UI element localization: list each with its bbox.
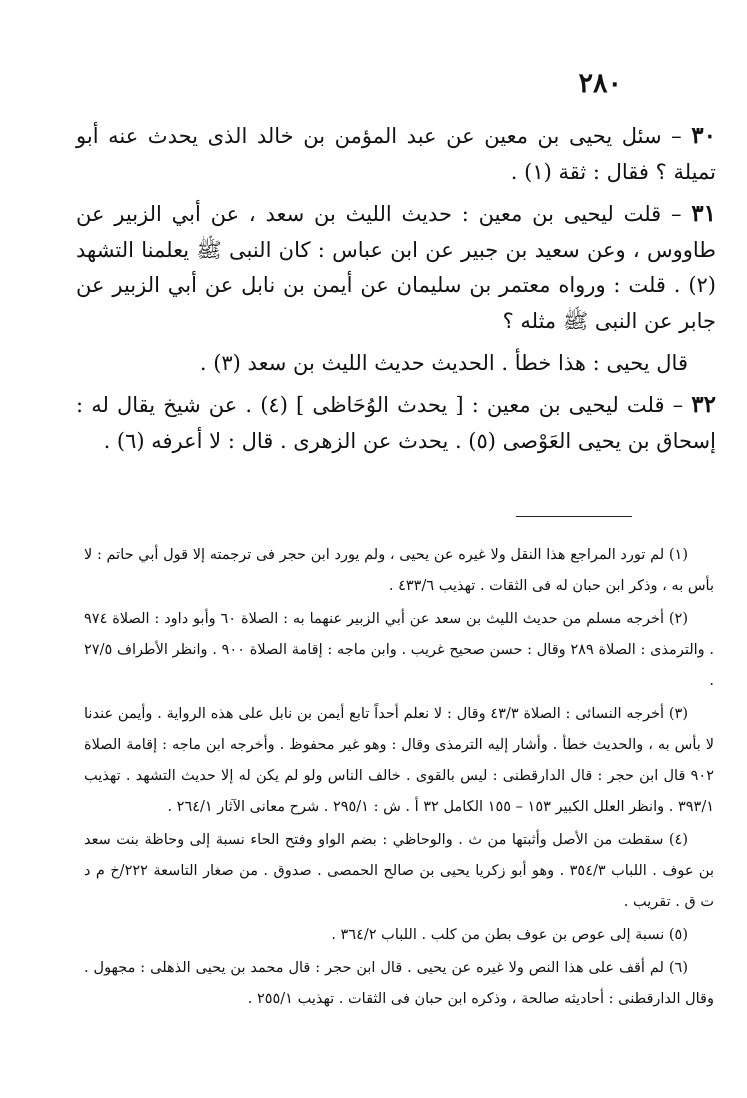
footnotes xyxy=(84,540,714,1017)
reply-text: قال يحيى : هذا خطأ . الحديث حديث الليث بن سعد (٣) . xyxy=(199,350,688,375)
footnote-4: (٤) سقطت من الأصل وأثبتها من ث . والوحاظي : بضم الواو وفتح الحاء نسبة إلى وحاظة بنت سعد بن عوف . اللباب ٣٥٤/٣ . وهو أبو زكريا يحيى بن صالح الحمصى . صدوق . من صغار التاسعة ٢٢٢/خ م د ت ق . تقريب . xyxy=(84,832,715,910)
entry-number: ٣٢ xyxy=(691,391,716,419)
footnote-5: (٥) نسبة إلى عوص بن عوف بطن من كلب . اللباب ٣٦٤/٢ . xyxy=(331,927,688,943)
entry-text: – سئل يحيى بن معين عن عبد المؤمن بن خالد الذى يحدث عنه أبو تميلة ؟ فقال : ثقة (١) . xyxy=(76,124,716,184)
main-text xyxy=(76,118,716,465)
footnote-3: (٣) أخرجه النسائى : الصلاة ٤٣/٣ وقال : لا نعلم أحداً تابع أيمن بن نابل على هذه الرواية . وأيمن عندنا لا بأس به ، والحديث خطأ . وأشار إليه الترمذى وقال : وهو غير محفوظ . وأخرجه ابن ماجه : إقامة الصلاة ٩٠٢ قال ابن حجر : قال الدارقطنى : ليس بالقوى . خالف الناس ولو لم يكن له إلا حديث التشهد . تهذيب ٣٩٣/١ . وانظر العلل الكبير ١٥٣ – ١٥٥ الكامل ٣٢ أ . ش : ٢٩٥/١ . شرح معانى الآثار ٢٦٤/١ . xyxy=(84,706,714,815)
entry-number: ٣١ xyxy=(691,200,716,228)
entry-32 xyxy=(76,387,716,459)
entry-31-reply xyxy=(76,346,716,382)
page-number: ٢٨٠ xyxy=(578,68,622,99)
footnote-2: (٢) أخرجه مسلم من حديث الليث بن سعد عن أبي الزبير عنهما به : الصلاة ٦٠ وأبو داود : الصلاة ٩٧٤ . والترمذى : الصلاة ٢٨٩ وقال : حسن صحيح غريب . وابن ماجه : إقامة الصلاة ٩٠٠ . وانظر الأطراف ٢٧/٥ . xyxy=(84,611,714,689)
entry-31 xyxy=(76,196,716,339)
entry-text: – قلت ليحيى بن معين : [ يحدث الوُحَاظى ] (٤) . عن شيخ يقال له : إسحاق بن يحيى العَوْصى (٥) . يحدث عن الزهرى . قال : لا أعرفه (٦) . xyxy=(76,393,716,453)
entry-number: ٣٠ xyxy=(691,122,716,149)
footnote-divider xyxy=(516,516,632,517)
entry-30 xyxy=(76,118,716,190)
entry-text: – قلت ليحيى بن معين : حديث الليث بن سعد ، عن أبي الزبير عن طاووس ، وعن سعيد بن جبير عن ابن عباس : كان النبى ﷺ يعلمنا التشهد (٢) . قلت : ورواه معتمر بن سليمان عن أيمن بن نابل عن أبي الزبير عن جابر عن النبى ﷺ مثله ؟ xyxy=(76,202,717,333)
footnote-6: (٦) لم أقف على هذا النص ولا غيره عن يحيى . قال ابن حجر : قال محمد بن يحيى الذهلى : مجهول . وقال الدارقطنى : أحاديثه صالحة ، وذكره ابن حبان فى الثقات . تهذيب ٢٥٥/١ . xyxy=(84,960,714,1007)
footnote-1: (١) لم تورد المراجع هذا النقل ولا غيره عن يحيى ، ولم يورد ابن حجر فى ترجمته إلا قول أبي حاتم : لا بأس به ، وذكر ابن حبان له فى الثقات . تهذيب ٤٣٣/٦ . xyxy=(84,547,714,594)
